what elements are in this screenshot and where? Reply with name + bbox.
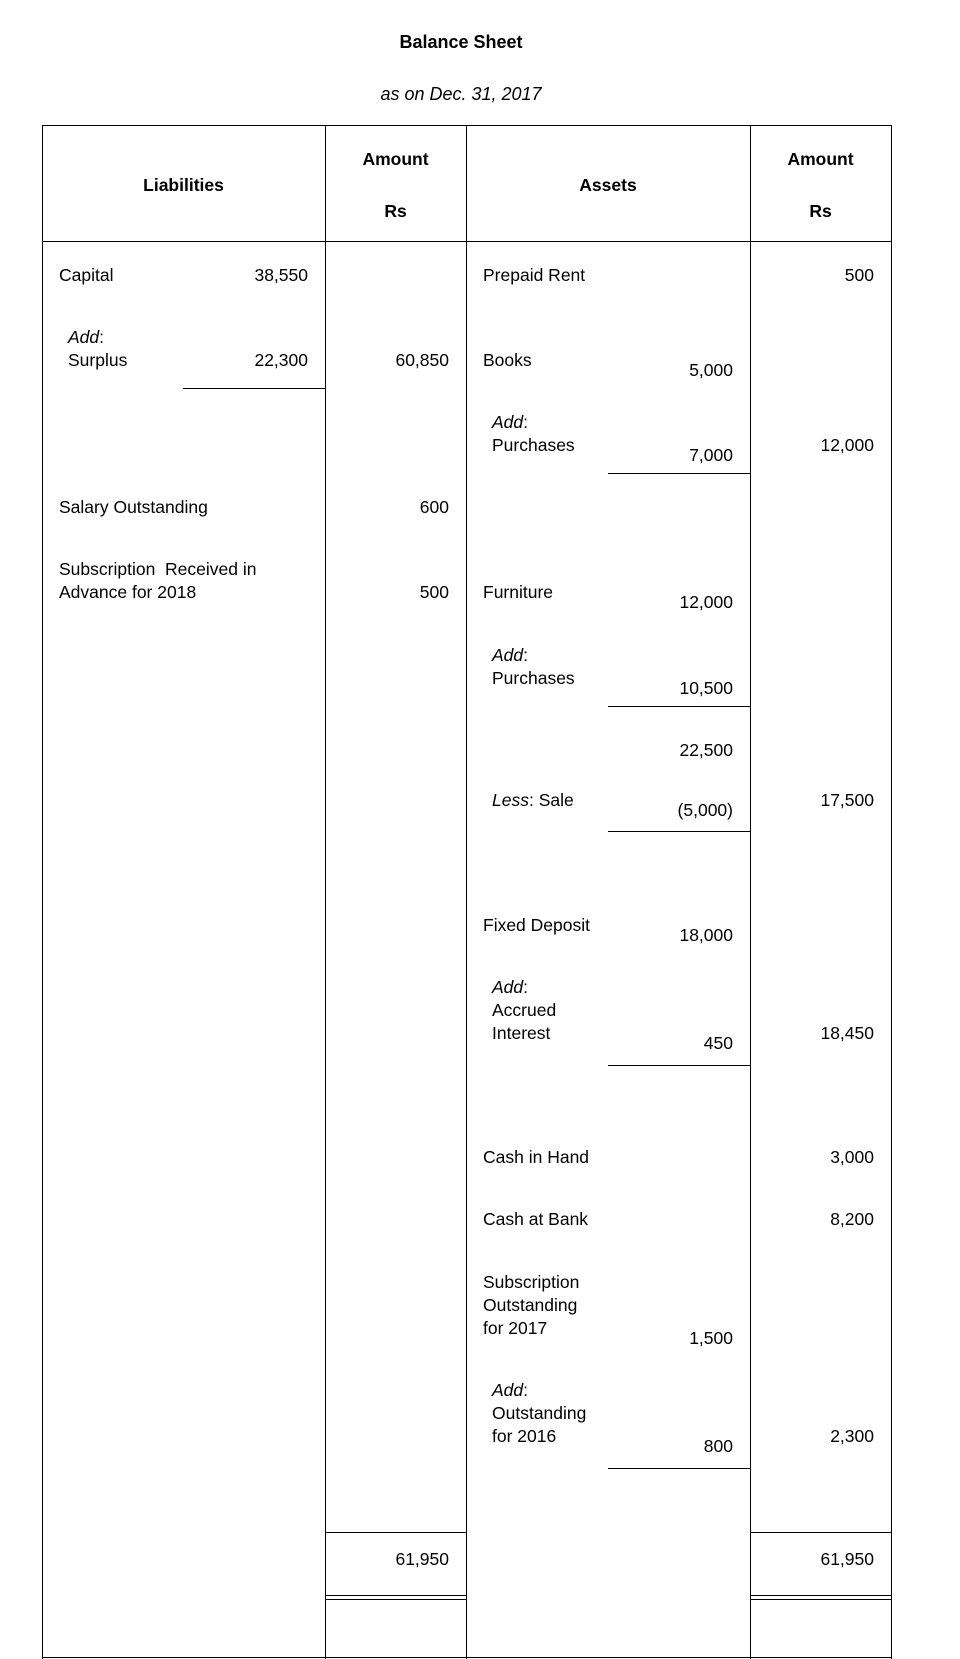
- subscription-advance-line1: Subscription Received in: [59, 559, 257, 579]
- subscription-advance-amount: 500: [419, 582, 449, 602]
- salary-outstanding-amount: 600: [419, 497, 449, 517]
- books-purchases-value: 7,000: [689, 445, 733, 465]
- books-total: 12,000: [820, 435, 874, 455]
- underline-outstanding-2016: [608, 1468, 750, 1469]
- add-colon: :: [99, 327, 105, 347]
- less-sale-label: [492, 789, 574, 812]
- underline-surplus: [183, 388, 325, 389]
- page-subtitle: as on Dec. 31, 2017: [380, 84, 542, 104]
- capital-value: 38,550: [254, 265, 308, 285]
- total-line-left-top: [325, 1532, 467, 1533]
- books-add-label: Add: [492, 412, 524, 432]
- liabilities-total: 61,950: [395, 1549, 449, 1569]
- fixed-deposit-value: 18,000: [679, 925, 733, 945]
- books-purchases-label: Purchases: [492, 435, 575, 455]
- cash-in-hand-amount: 3,000: [830, 1147, 874, 1167]
- salary-outstanding-label: Salary Outstanding: [59, 497, 208, 517]
- cash-at-bank-amount: 8,200: [830, 1209, 874, 1229]
- total-line-right-bottom-1: [750, 1595, 892, 1596]
- sub-out-line2: Outstanding: [483, 1295, 578, 1315]
- table-divider-2: [466, 125, 467, 1659]
- table-border-right: [891, 125, 892, 1659]
- table-divider-3: [750, 125, 751, 1659]
- add-label: Add: [68, 327, 100, 347]
- sub-out-add-label: Add: [492, 1380, 524, 1400]
- surplus-value: 22,300: [254, 350, 308, 370]
- prepaid-rent-label: Prepaid Rent: [483, 265, 586, 285]
- header-assets: Assets: [579, 175, 637, 195]
- sub-out-add-colon: :: [523, 1380, 529, 1400]
- header-rs-right: Rs: [809, 201, 832, 221]
- furniture-purchases-label: Purchases: [492, 668, 575, 688]
- accrued-interest-value: 450: [703, 1033, 733, 1053]
- fd-add-prefix: [492, 976, 528, 999]
- table-border-top: [42, 125, 892, 126]
- furniture-label: Furniture: [483, 582, 554, 602]
- furniture-purchases-value: 10,500: [679, 678, 733, 698]
- furniture-add-colon: :: [523, 645, 529, 665]
- fd-add-label: Add: [492, 977, 524, 997]
- sub-out-line3: for 2017: [483, 1318, 548, 1338]
- header-rs-left: Rs: [384, 201, 407, 221]
- sub-out-value: 1,500: [689, 1328, 733, 1348]
- furniture-value: 12,000: [679, 592, 733, 612]
- fd-add-colon: :: [523, 977, 529, 997]
- capital-label: Capital: [59, 265, 114, 285]
- books-add-prefix: [492, 411, 528, 434]
- table-divider-1: [325, 125, 326, 1659]
- furniture-add-label: Add: [492, 645, 524, 665]
- prepaid-rent-amount: 500: [844, 265, 874, 285]
- total-line-right-top: [750, 1532, 892, 1533]
- accrued-line1: Accrued: [492, 1000, 557, 1020]
- add-surplus-prefix: [68, 326, 104, 349]
- header-divider: [42, 241, 892, 242]
- less-sale-text: : Sale: [528, 790, 574, 810]
- total-line-left-bottom-2: [325, 1599, 467, 1600]
- sale-value: (5,000): [677, 800, 733, 820]
- out2016-line2: for 2016: [492, 1426, 557, 1446]
- accrued-line2: Interest: [492, 1023, 551, 1043]
- less-label: Less: [492, 790, 529, 810]
- sub-out-line1: Subscription: [483, 1272, 580, 1292]
- table-border-bottom: [42, 1657, 892, 1658]
- total-line-right-bottom-2: [750, 1599, 892, 1600]
- capital-total: 60,850: [395, 350, 449, 370]
- page-title: Balance Sheet: [399, 32, 523, 52]
- cash-in-hand-label: Cash in Hand: [483, 1147, 590, 1167]
- total-line-left-bottom-1: [325, 1595, 467, 1596]
- header-amount-left: Amount: [362, 149, 429, 169]
- books-add-colon: :: [523, 412, 529, 432]
- furniture-add-prefix: [492, 644, 528, 667]
- out2016-line1: Outstanding: [492, 1403, 587, 1423]
- header-amount-right: Amount: [787, 149, 854, 169]
- books-value: 5,000: [689, 360, 733, 380]
- underline-sale: [608, 831, 750, 832]
- fixed-deposit-total: 18,450: [820, 1023, 874, 1043]
- furniture-total: 17,500: [820, 790, 874, 810]
- furniture-subtotal: 22,500: [679, 740, 733, 760]
- subscription-advance-line2: Advance for 2018: [59, 582, 197, 602]
- sub-out-total: 2,300: [830, 1426, 874, 1446]
- out2016-value: 800: [703, 1436, 733, 1456]
- underline-books-purchases: [608, 473, 750, 474]
- cash-at-bank-label: Cash at Bank: [483, 1209, 589, 1229]
- fixed-deposit-label: Fixed Deposit: [483, 915, 590, 935]
- surplus-label: Surplus: [68, 350, 128, 370]
- header-liabilities: Liabilities: [143, 175, 224, 195]
- underline-accrued-interest: [608, 1065, 750, 1066]
- table-border-left: [42, 125, 43, 1659]
- books-label: Books: [483, 350, 532, 370]
- sub-out-add-prefix: [492, 1379, 528, 1402]
- underline-furniture-purchases: [608, 706, 750, 707]
- assets-total: 61,950: [820, 1549, 874, 1569]
